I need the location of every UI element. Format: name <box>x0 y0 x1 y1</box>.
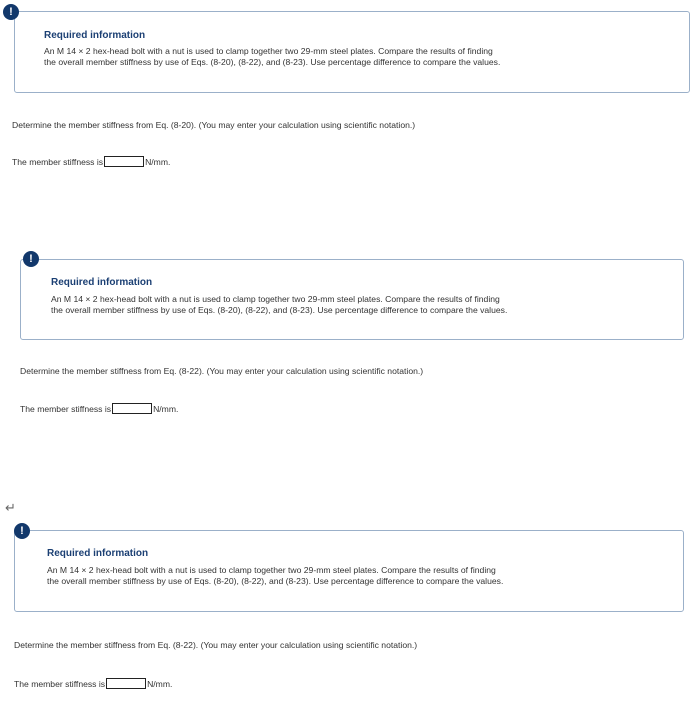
exclamation-icon: ! <box>14 523 30 539</box>
answer-row <box>14 678 172 689</box>
exclamation-icon: ! <box>23 251 39 267</box>
info-text-line: the overall member stiffness by use of Eqs. (8-20), (8-22), and (8-23). Use percentage difference to compare the values. <box>44 56 501 67</box>
required-information-title: Required information <box>44 30 146 41</box>
info-text-line: An M 14 × 2 hex-head bolt with a nut is used to clamp together two 29-mm steel plates. Compare the results of finding <box>47 565 496 575</box>
answer-prefix-label: The member stiffness is <box>12 156 104 167</box>
answer-unit-label: N/mm. <box>145 156 171 167</box>
question-text: Determine the member stiffness from Eq. (8-22). (You may enter your calculation using scientific notation.) <box>14 640 418 650</box>
answer-prefix-label: The member stiffness is <box>20 403 112 414</box>
info-text-line: the overall member stiffness by use of Eqs. (8-20), (8-22), and (8-23). Use percentage difference to compare the values. <box>51 304 508 315</box>
info-text-line: the overall member stiffness by use of Eqs. (8-20), (8-22), and (8-23). Use percentage difference to compare the values. <box>47 575 504 586</box>
required-information-title: Required information <box>51 277 153 288</box>
info-text-line: An M 14 × 2 hex-head bolt with a nut is used to clamp together two 29-mm steel plates. Compare the results of finding <box>44 46 493 56</box>
answer-unit-label: N/mm. <box>153 403 179 414</box>
exclamation-icon: ! <box>3 4 19 20</box>
answer-unit-label: N/mm. <box>147 678 173 689</box>
question-text: Determine the member stiffness from Eq. (8-22). (You may enter your calculation using scientific notation.) <box>20 366 424 376</box>
answer-prefix-label: The member stiffness is <box>14 678 106 689</box>
info-text-line: An M 14 × 2 hex-head bolt with a nut is used to clamp together two 29-mm steel plates. Compare the results of finding <box>51 294 500 304</box>
required-information-title: Required information <box>47 548 149 559</box>
return-arrow-icon: ↵ <box>5 500 16 515</box>
required-information-text <box>47 565 677 586</box>
member-stiffness-input[interactable] <box>106 678 146 689</box>
question-text: Determine the member stiffness from Eq. (8-20). (You may enter your calculation using scientific notation.) <box>12 120 416 130</box>
